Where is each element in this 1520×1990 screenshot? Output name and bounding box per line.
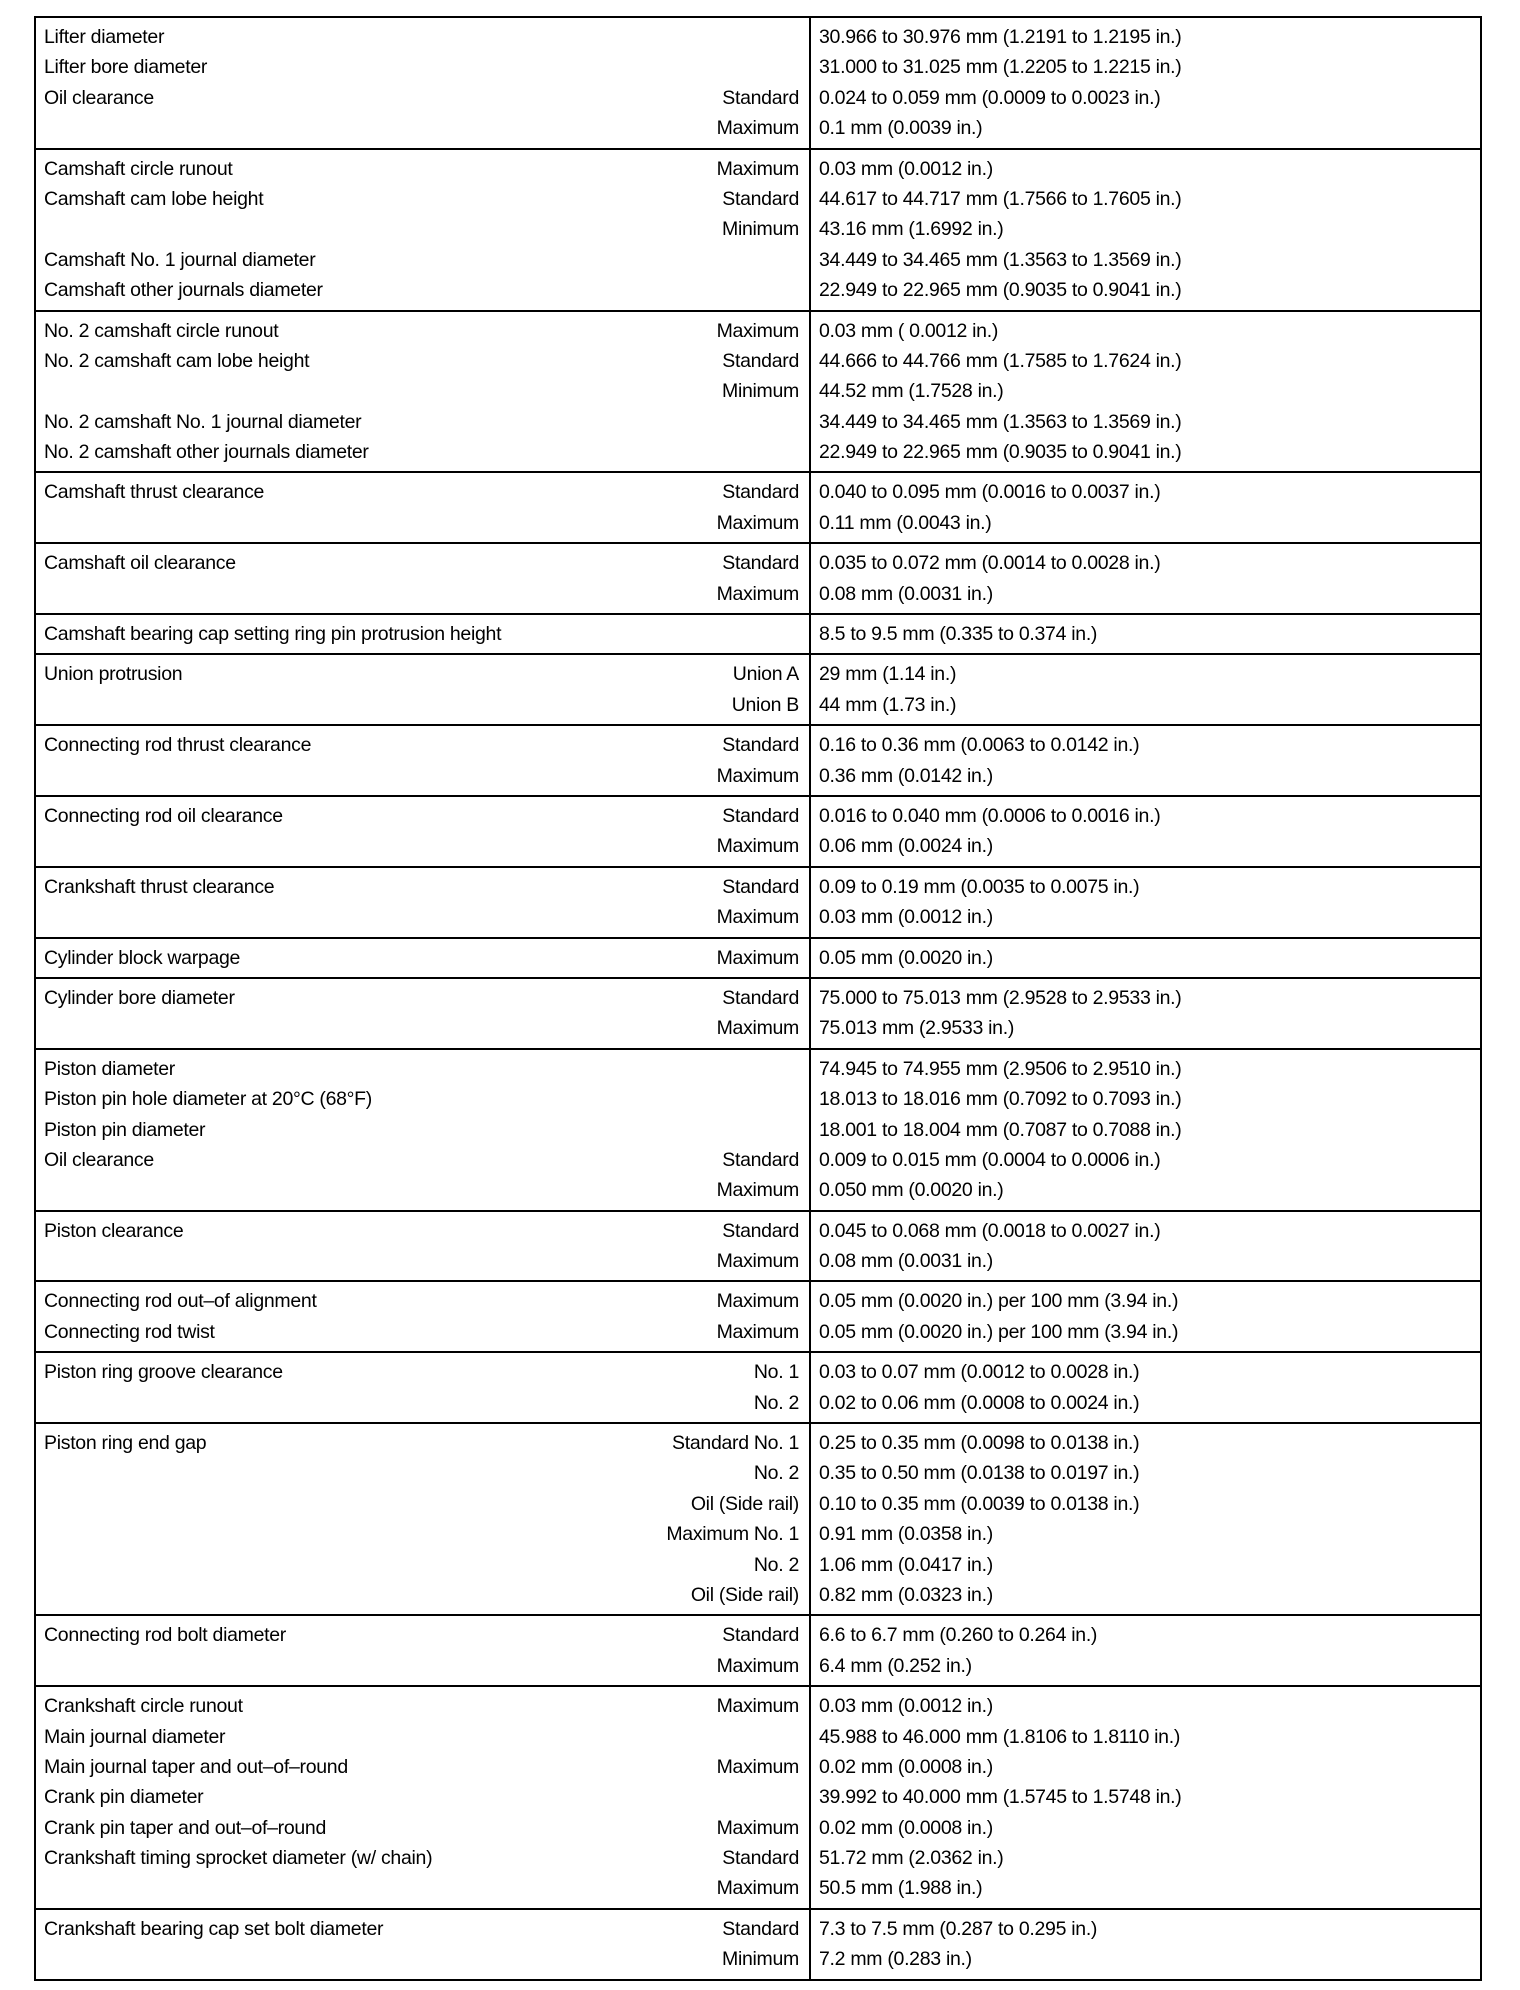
spec-row xyxy=(44,902,799,932)
spec-value: 34.449 to 34.465 mm (1.3563 to 1.3569 in.) xyxy=(819,248,1182,271)
spec-labels-cell xyxy=(36,726,811,795)
spec-row xyxy=(44,1944,799,1974)
spec-labels-cell xyxy=(36,1353,811,1422)
spec-condition: Maximum xyxy=(716,1290,799,1313)
spec-table xyxy=(34,16,1482,1981)
spec-value: 0.11 mm (0.0043 in.) xyxy=(819,511,992,534)
spec-value: 30.966 to 30.976 mm (1.2191 to 1.2195 in.) xyxy=(819,26,1182,48)
spec-label: Crankshaft timing sprocket diameter (w/ chain) xyxy=(44,1847,433,1870)
spec-values-cell xyxy=(811,1050,1480,1210)
spec-group xyxy=(36,724,1480,795)
spec-value: 0.16 to 0.36 mm (0.0063 to 0.0142 in.) xyxy=(819,734,1140,757)
spec-group xyxy=(36,1422,1480,1614)
spec-values-cell xyxy=(811,1616,1480,1685)
spec-row xyxy=(44,1317,799,1347)
spec-row xyxy=(44,1357,799,1387)
spec-row xyxy=(44,376,799,406)
spec-group xyxy=(36,795,1480,866)
spec-group xyxy=(36,866,1480,937)
spec-condition: Maximum xyxy=(716,117,799,140)
spec-group xyxy=(36,613,1480,653)
spec-condition: Maximum xyxy=(716,582,799,605)
spec-row xyxy=(44,943,799,973)
spec-row xyxy=(44,346,799,376)
spec-value: 43.16 mm (1.6992 in.) xyxy=(819,218,1004,241)
spec-row xyxy=(44,477,799,507)
spec-labels-cell xyxy=(36,1910,811,1979)
spec-group xyxy=(36,977,1480,1048)
spec-condition: Oil (Side rail) xyxy=(690,1492,799,1515)
spec-values-cell xyxy=(811,1353,1480,1422)
spec-value: 18.001 to 18.004 mm (0.7087 to 0.7088 in.) xyxy=(819,1118,1182,1141)
spec-row xyxy=(44,619,799,649)
spec-labels-cell xyxy=(36,939,811,977)
spec-value: 1.06 mm (0.0417 in.) xyxy=(819,1553,993,1576)
spec-value: 0.10 to 0.35 mm (0.0039 to 0.0138 in.) xyxy=(819,1492,1140,1515)
spec-group xyxy=(36,1614,1480,1685)
spec-value: 0.040 to 0.095 mm (0.0016 to 0.0037 in.) xyxy=(819,481,1161,504)
spec-row xyxy=(44,1246,799,1276)
spec-label: Main journal taper and out–of–round xyxy=(44,1755,348,1778)
spec-row xyxy=(44,1458,799,1488)
spec-condition: Standard No. 1 xyxy=(672,1432,799,1455)
spec-value: 8.5 to 9.5 mm (0.335 to 0.374 in.) xyxy=(819,623,1098,646)
spec-values-cell xyxy=(811,979,1480,1048)
spec-condition: Standard xyxy=(722,1148,799,1171)
spec-value: 44.617 to 44.717 mm (1.7566 to 1.7605 in.) xyxy=(819,187,1182,210)
spec-label: Camshaft circle runout xyxy=(44,157,233,180)
spec-condition: Maximum xyxy=(716,1816,799,1839)
spec-condition: Minimum xyxy=(722,218,799,241)
spec-row xyxy=(44,1752,799,1782)
spec-value: 75.013 mm (2.9533 in.) xyxy=(819,1017,1015,1040)
spec-condition: Standard xyxy=(722,552,799,575)
spec-condition: Union B xyxy=(731,693,799,716)
spec-label: Piston clearance xyxy=(44,1219,184,1242)
spec-value: 51.72 mm (2.0362 in.) xyxy=(819,1847,1004,1870)
spec-group xyxy=(36,542,1480,613)
spec-group xyxy=(36,471,1480,542)
spec-value: 50.5 mm (1.988 in.) xyxy=(819,1877,983,1900)
spec-label: Lifter diameter xyxy=(44,26,165,48)
spec-value: 22.949 to 22.965 mm (0.9035 to 0.9041 in.) xyxy=(819,441,1182,464)
spec-value: 0.024 to 0.059 mm (0.0009 to 0.0023 in.) xyxy=(819,86,1161,109)
spec-labels-cell xyxy=(36,1687,811,1908)
spec-labels-cell xyxy=(36,655,811,724)
spec-value: 0.03 mm (0.0012 in.) xyxy=(819,906,993,929)
spec-value: 0.1 mm (0.0039 in.) xyxy=(819,117,983,140)
spec-label: No. 2 camshaft cam lobe height xyxy=(44,349,310,372)
spec-labels-cell xyxy=(36,473,811,542)
spec-value: 0.35 to 0.50 mm (0.0138 to 0.0197 in.) xyxy=(819,1462,1140,1485)
spec-group xyxy=(36,18,1480,148)
spec-row xyxy=(44,1873,799,1903)
spec-value: 39.992 to 40.000 mm (1.5745 to 1.5748 in.) xyxy=(819,1786,1182,1809)
spec-labels-cell xyxy=(36,1424,811,1614)
spec-condition: Maximum xyxy=(716,1654,799,1677)
spec-label: Camshaft oil clearance xyxy=(44,552,236,575)
spec-value: 0.25 to 0.35 mm (0.0098 to 0.0138 in.) xyxy=(819,1432,1140,1455)
spec-label: Connecting rod bolt diameter xyxy=(44,1624,286,1647)
spec-row xyxy=(44,1428,799,1458)
spec-condition: Standard xyxy=(722,804,799,827)
spec-row xyxy=(44,1722,799,1752)
spec-condition: Standard xyxy=(722,986,799,1009)
spec-values-cell xyxy=(811,726,1480,795)
spec-row xyxy=(44,214,799,244)
spec-condition: Maximum xyxy=(716,946,799,969)
spec-value: 34.449 to 34.465 mm (1.3563 to 1.3569 in.) xyxy=(819,410,1182,433)
spec-condition: Maximum xyxy=(716,319,799,342)
spec-label: Camshaft cam lobe height xyxy=(44,187,264,210)
spec-label: Piston diameter xyxy=(44,1057,175,1080)
spec-condition: Minimum xyxy=(722,1948,799,1971)
spec-label: Union protrusion xyxy=(44,663,183,686)
spec-condition: No. 2 xyxy=(753,1462,799,1485)
spec-row xyxy=(44,1550,799,1580)
spec-row xyxy=(44,1620,799,1650)
spec-values-cell xyxy=(811,655,1480,724)
spec-label: Camshaft No. 1 journal diameter xyxy=(44,248,316,271)
spec-row xyxy=(44,52,799,82)
spec-label: Connecting rod out–of alignment xyxy=(44,1290,317,1313)
spec-value: 0.009 to 0.015 mm (0.0004 to 0.0006 in.) xyxy=(819,1148,1161,1171)
spec-label: No. 2 camshaft No. 1 journal diameter xyxy=(44,410,362,433)
spec-values-cell xyxy=(811,18,1480,148)
spec-condition: Standard xyxy=(722,86,799,109)
spec-condition: Standard xyxy=(722,1917,799,1940)
spec-labels-cell xyxy=(36,1616,811,1685)
spec-label: Crankshaft circle runout xyxy=(44,1695,243,1718)
spec-label: Camshaft other journals diameter xyxy=(44,279,323,302)
spec-condition: No. 2 xyxy=(753,1391,799,1414)
spec-condition: Maximum xyxy=(716,1179,799,1202)
spec-group xyxy=(36,1210,1480,1281)
spec-label: Connecting rod thrust clearance xyxy=(44,734,312,757)
spec-row xyxy=(44,659,799,689)
spec-label: Piston pin hole diameter at 20°C (68°F) xyxy=(44,1088,372,1111)
spec-row xyxy=(44,1489,799,1519)
spec-row xyxy=(44,1651,799,1681)
spec-row xyxy=(44,1216,799,1246)
spec-value: 7.2 mm (0.283 in.) xyxy=(819,1948,972,1971)
spec-label: Connecting rod twist xyxy=(44,1320,215,1343)
spec-value: 45.988 to 46.000 mm (1.8106 to 1.8110 in.) xyxy=(819,1725,1181,1748)
spec-row xyxy=(44,1286,799,1316)
spec-condition: Standard xyxy=(722,187,799,210)
spec-row xyxy=(44,983,799,1013)
spec-label: Crankshaft thrust clearance xyxy=(44,875,275,898)
spec-row xyxy=(44,548,799,578)
spec-condition: Maximum No. 1 xyxy=(666,1523,799,1546)
spec-value: 0.82 mm (0.0323 in.) xyxy=(819,1583,993,1606)
spec-label: Oil clearance xyxy=(44,86,154,109)
spec-values-cell xyxy=(811,544,1480,613)
spec-condition: Standard xyxy=(722,1624,799,1647)
spec-row xyxy=(44,1914,799,1944)
spec-values-cell xyxy=(811,868,1480,937)
spec-row xyxy=(44,579,799,609)
spec-label: Oil clearance xyxy=(44,1148,154,1171)
spec-row xyxy=(44,316,799,346)
spec-row xyxy=(44,1843,799,1873)
spec-row xyxy=(44,690,799,720)
spec-group xyxy=(36,937,1480,977)
spec-values-cell xyxy=(811,1212,1480,1281)
spec-row xyxy=(44,831,799,861)
spec-value: 0.02 mm (0.0008 in.) xyxy=(819,1755,993,1778)
spec-value: 0.08 mm (0.0031 in.) xyxy=(819,582,993,605)
spec-condition: Maximum xyxy=(716,906,799,929)
spec-value: 0.05 mm (0.0020 in.) xyxy=(819,946,993,969)
spec-condition: Oil (Side rail) xyxy=(690,1583,799,1606)
spec-value: 0.035 to 0.072 mm (0.0014 to 0.0028 in.) xyxy=(819,552,1161,575)
spec-values-cell xyxy=(811,939,1480,977)
spec-group xyxy=(36,148,1480,310)
spec-condition: Standard xyxy=(722,481,799,504)
spec-value: 0.08 mm (0.0031 in.) xyxy=(819,1250,993,1273)
spec-value: 7.3 to 7.5 mm (0.287 to 0.295 in.) xyxy=(819,1917,1098,1940)
spec-row xyxy=(44,1013,799,1043)
spec-group xyxy=(36,1280,1480,1351)
spec-label: Crankshaft bearing cap set bolt diameter xyxy=(44,1917,384,1940)
spec-condition: Standard xyxy=(722,875,799,898)
spec-row xyxy=(44,83,799,113)
spec-condition: Maximum xyxy=(716,1017,799,1040)
spec-row xyxy=(44,1145,799,1175)
spec-label: No. 2 camshaft circle runout xyxy=(44,319,279,342)
spec-label: Piston pin diameter xyxy=(44,1118,206,1141)
spec-value: 29 mm (1.14 in.) xyxy=(819,663,957,686)
spec-row xyxy=(44,1691,799,1721)
spec-labels-cell xyxy=(36,150,811,310)
spec-group xyxy=(36,1351,1480,1422)
spec-row xyxy=(44,113,799,143)
spec-value: 75.000 to 75.013 mm (2.9528 to 2.9533 in.) xyxy=(819,986,1182,1009)
spec-row xyxy=(44,1115,799,1145)
spec-row xyxy=(44,801,799,831)
spec-value: 44 mm (1.73 in.) xyxy=(819,693,957,716)
spec-group xyxy=(36,310,1480,472)
spec-condition: Union A xyxy=(732,663,799,686)
spec-value: 0.02 mm (0.0008 in.) xyxy=(819,1816,993,1839)
spec-group xyxy=(36,653,1480,724)
spec-label: Connecting rod oil clearance xyxy=(44,804,283,827)
spec-condition: No. 2 xyxy=(753,1553,799,1576)
spec-condition: Maximum xyxy=(716,157,799,180)
spec-row xyxy=(44,1175,799,1205)
spec-labels-cell xyxy=(36,18,811,148)
spec-group xyxy=(36,1685,1480,1908)
spec-condition: Maximum xyxy=(716,1320,799,1343)
spec-values-cell xyxy=(811,797,1480,866)
spec-values-cell xyxy=(811,615,1480,653)
spec-value: 44.666 to 44.766 mm (1.7585 to 1.7624 in.) xyxy=(819,349,1182,372)
spec-value: 0.03 mm ( 0.0012 in.) xyxy=(819,319,999,342)
spec-value: 74.945 to 74.955 mm (2.9506 to 2.9510 in.) xyxy=(819,1057,1182,1080)
spec-value: 31.000 to 31.025 mm (1.2205 to 1.2215 in.) xyxy=(819,56,1182,79)
spec-condition: Standard xyxy=(722,734,799,757)
spec-value: 0.02 to 0.06 mm (0.0008 to 0.0024 in.) xyxy=(819,1391,1140,1414)
spec-value: 0.03 to 0.07 mm (0.0012 to 0.0028 in.) xyxy=(819,1361,1140,1384)
spec-label: Cylinder bore diameter xyxy=(44,986,235,1009)
spec-label: Cylinder block warpage xyxy=(44,946,241,969)
spec-value: 0.36 mm (0.0142 in.) xyxy=(819,764,993,787)
spec-labels-cell xyxy=(36,1212,811,1281)
spec-row xyxy=(44,437,799,467)
spec-labels-cell xyxy=(36,979,811,1048)
spec-value: 6.6 to 6.7 mm (0.260 to 0.264 in.) xyxy=(819,1624,1098,1647)
spec-value: 6.4 mm (0.252 in.) xyxy=(819,1654,972,1677)
spec-condition: Maximum xyxy=(716,1695,799,1718)
spec-labels-cell xyxy=(36,1050,811,1210)
spec-value: 0.05 mm (0.0020 in.) per 100 mm (3.94 in.) xyxy=(819,1290,1179,1313)
spec-values-cell xyxy=(811,1687,1480,1908)
spec-value: 0.03 mm (0.0012 in.) xyxy=(819,1695,993,1718)
spec-label: No. 2 camshaft other journals diameter xyxy=(44,441,369,464)
spec-condition: No. 1 xyxy=(753,1361,799,1384)
spec-value: 0.06 mm (0.0024 in.) xyxy=(819,835,993,858)
spec-group xyxy=(36,1908,1480,1979)
spec-labels-cell xyxy=(36,544,811,613)
spec-condition: Maximum xyxy=(716,1250,799,1273)
spec-condition: Maximum xyxy=(716,835,799,858)
spec-value: 0.016 to 0.040 mm (0.0006 to 0.0016 in.) xyxy=(819,804,1161,827)
spec-label: Camshaft bearing cap setting ring pin protrusion height xyxy=(44,623,502,646)
spec-value: 44.52 mm (1.7528 in.) xyxy=(819,380,1004,403)
spec-row xyxy=(44,761,799,791)
spec-label: Crank pin taper and out–of–round xyxy=(44,1816,327,1839)
spec-condition: Maximum xyxy=(716,1877,799,1900)
spec-row xyxy=(44,730,799,760)
spec-values-cell xyxy=(811,150,1480,310)
spec-values-cell xyxy=(811,1910,1480,1979)
spec-row xyxy=(44,245,799,275)
spec-row xyxy=(44,22,799,52)
spec-label: Lifter bore diameter xyxy=(44,56,208,79)
spec-row xyxy=(44,1813,799,1843)
spec-condition: Maximum xyxy=(716,764,799,787)
spec-values-cell xyxy=(811,473,1480,542)
spec-row xyxy=(44,275,799,305)
spec-condition: Minimum xyxy=(722,380,799,403)
spec-value: 0.045 to 0.068 mm (0.0018 to 0.0027 in.) xyxy=(819,1219,1161,1242)
spec-row xyxy=(44,508,799,538)
spec-row xyxy=(44,872,799,902)
spec-row xyxy=(44,1782,799,1812)
spec-group xyxy=(36,1048,1480,1210)
spec-condition: Standard xyxy=(722,1219,799,1242)
spec-condition: Standard xyxy=(722,1847,799,1870)
spec-row xyxy=(44,407,799,437)
spec-labels-cell xyxy=(36,868,811,937)
spec-label: Main journal diameter xyxy=(44,1725,226,1748)
spec-value: 0.050 mm (0.0020 in.) xyxy=(819,1179,1004,1202)
spec-values-cell xyxy=(811,312,1480,472)
spec-row xyxy=(44,184,799,214)
spec-condition: Maximum xyxy=(716,1755,799,1778)
spec-labels-cell xyxy=(36,1282,811,1351)
spec-labels-cell xyxy=(36,312,811,472)
spec-condition: Maximum xyxy=(716,511,799,534)
spec-value: 0.03 mm (0.0012 in.) xyxy=(819,157,993,180)
spec-values-cell xyxy=(811,1282,1480,1351)
spec-condition: Standard xyxy=(722,349,799,372)
spec-label: Camshaft thrust clearance xyxy=(44,481,265,504)
spec-value: 18.013 to 18.016 mm (0.7092 to 0.7093 in.) xyxy=(819,1088,1182,1111)
spec-row xyxy=(44,1054,799,1084)
spec-label: Crank pin diameter xyxy=(44,1786,204,1809)
spec-value: 0.05 mm (0.0020 in.) per 100 mm (3.94 in.) xyxy=(819,1320,1179,1343)
spec-labels-cell xyxy=(36,615,811,653)
spec-value: 0.09 to 0.19 mm (0.0035 to 0.0075 in.) xyxy=(819,875,1140,898)
spec-label: Piston ring groove clearance xyxy=(44,1361,283,1384)
spec-values-cell xyxy=(811,1424,1480,1614)
spec-row xyxy=(44,1084,799,1114)
spec-row xyxy=(44,1388,799,1418)
spec-row xyxy=(44,1580,799,1610)
spec-labels-cell xyxy=(36,797,811,866)
spec-row xyxy=(44,154,799,184)
spec-row xyxy=(44,1519,799,1549)
spec-value: 0.91 mm (0.0358 in.) xyxy=(819,1523,993,1546)
spec-label: Piston ring end gap xyxy=(44,1432,207,1455)
spec-value: 22.949 to 22.965 mm (0.9035 to 0.9041 in.) xyxy=(819,279,1182,302)
